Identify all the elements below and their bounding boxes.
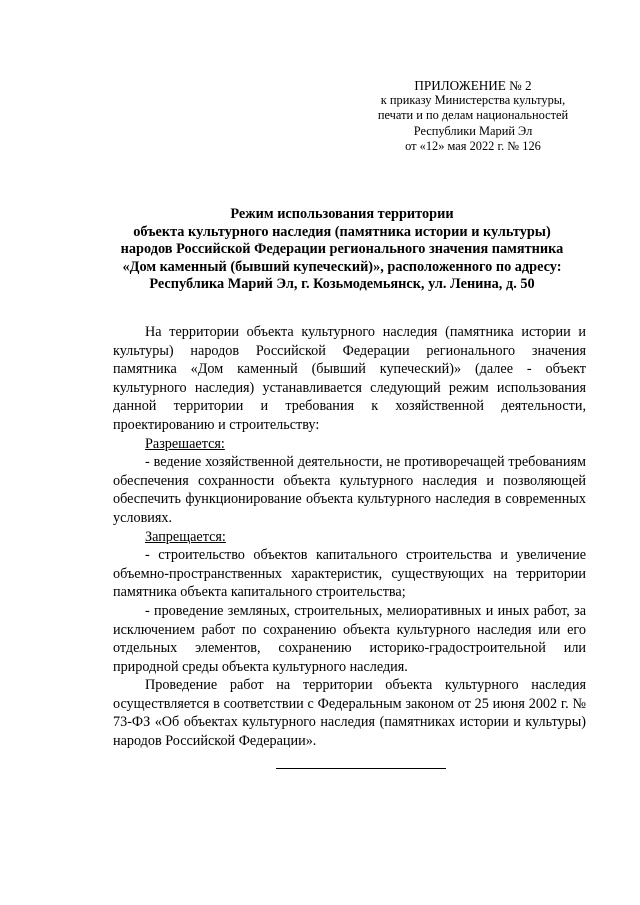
forbidden-item: - проведение земляных, строительных, мелиоративных и иных работ, за исключением работ по сохранению объекта культурного наследия или его отдельных элементов, сохранению историко-градостроительной или природной среды объекта культурного наследия.	[113, 602, 586, 675]
title-line: Республика Марий Эл, г. Козьмодемьянск, ул. Ленина, д. 50	[149, 276, 535, 292]
end-separator-line	[276, 768, 446, 769]
title-line: народов Российской Федерации регионального значения памятника	[120, 241, 564, 257]
allowed-label: Разрешается:	[145, 435, 225, 452]
document-body	[113, 323, 586, 751]
title-line: Режим использования территории	[230, 206, 454, 222]
document-title	[90, 206, 594, 294]
forbidden-item: - строительство объектов капитального строительства и увеличение объемно-пространственных характеристик, существующих на территории памятника объекта капитального строительства;	[113, 547, 586, 601]
allowed-item: - ведение хозяйственной деятельности, не противоречащей требованиям обеспечения сохранности объекта культурного наследия и позволяющей обеспечить функционирование объекта культурного наследия в современных условиях.	[113, 454, 586, 526]
closing-paragraph: Проведение работ на территории объекта культурного наследия осуществляется в соответствии с Федеральным законом от 25 июня 2002 г. № 73-ФЗ «Об объектах культурного наследия (памятниках истории и культуры) народов Российской Федерации».	[113, 677, 586, 750]
title-line: «Дом каменный (бывший купеческий)», расположенного по адресу:	[122, 258, 562, 275]
appendix-date-line: от «12» мая 2022 г. № 126	[405, 138, 541, 153]
appendix-ministry-line: печати и по делам национальностей	[377, 108, 569, 123]
appendix-order-line: к приказу Министерства культуры,	[380, 93, 566, 108]
intro-paragraph: На территории объекта культурного наследия (памятника истории и культуры) народов Российской Федерации регионального значения памятника «Дом каменный (бывший купеческий)» (далее - объект культурного наследия) устанавливается следующий режим использования данной территории и требования к хозяйственной деятельности, проектированию и строительству:	[113, 324, 586, 433]
appendix-heading: ПРИЛОЖЕНИЕ № 2	[414, 78, 532, 93]
title-line: объекта культурного наследия (памятника истории и культуры)	[133, 223, 551, 240]
forbidden-label: Запрещается:	[145, 528, 226, 545]
appendix-republic-line: Республики Марий Эл	[413, 123, 533, 138]
appendix-header	[360, 78, 586, 154]
